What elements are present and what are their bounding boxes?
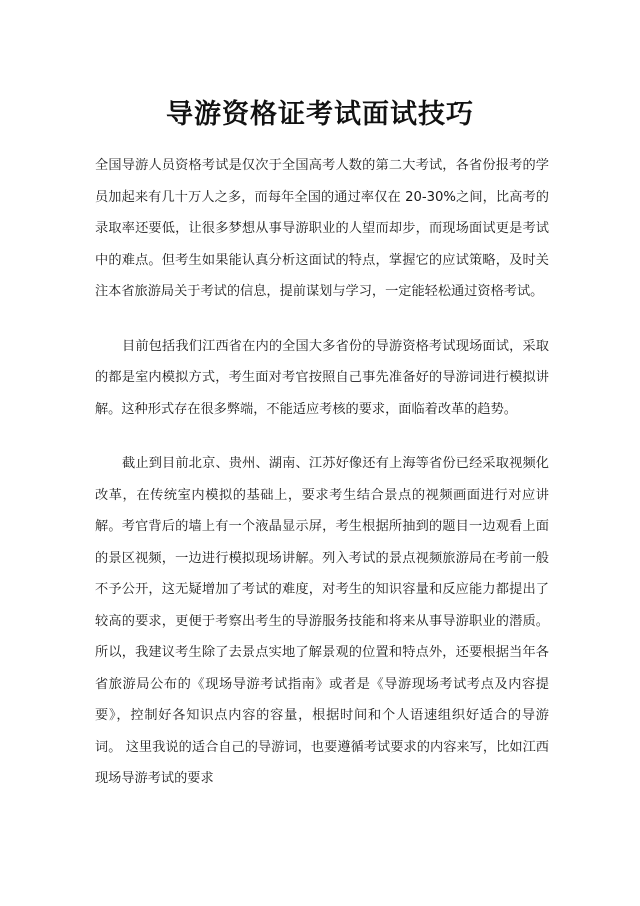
page-title: 导游资格证考试面试技巧 <box>166 99 474 130</box>
paragraph-spacer <box>95 308 549 331</box>
paragraph-2: 目前包括我们江西省在内的全国大多省份的导游资格考试现场面试，采取的都是室内模拟方式，考生面对考官按照自己事先准备好的导游词进行模拟讲解。这种形式存在很多弊端，不能适应考核的要求，面临着改革的趋势。 <box>95 338 549 417</box>
paragraph-3: 截止到目前北京、贵州、湖南、江苏好像还有上海等省份已经采取视频化改革，在传统室内模拟的基础上，要求考生结合景点的视频画面进行对应讲解。考官背后的墙上有一个液晶显示屏，考生根据所抽到的题目一边观看上面的景区视频，一边进行模拟现场讲解。列入考试的景点视频旅游局在考前一般不予公开，这无疑增加了考试的难度，对考生的知识容量和反应能力都提出了较高的要求，更便于考察出考生的导游服务技能和将来从事导游职业的潜质。所以，我建议考生除了去景点实地了解景观的位置和特点外，还要根据当年各省旅游局公布的《现场导游考试指南》或者是《导游现场考试考点及内容提要》，控制好各知识点内容的容量，根据时间和个人语速组织好适合的导游词。 这里我说的适合自己的导游词，也要遵循考试要求的内容来写，比如江西现场导游考试的要求 <box>95 456 549 786</box>
document-body <box>95 150 549 795</box>
paragraph-spacer <box>95 425 549 448</box>
paragraph-1: 全国导游人员资格考试是仅次于全国高考人数的第二大考试，各省份报考的学员加起来有几十万人之多，而每年全国的通过率仅在 20-30%之间，比高考的录取率还要低，让很多梦想从事导游职业的人望而却步，而现场面试更是考试中的难点。但考生如果能认真分析这面试的特点，掌握它的应试策略，及时关注本省旅游局关于考试的信息，提前谋划与学习，一定能轻松通过资格考试。 <box>95 158 549 299</box>
